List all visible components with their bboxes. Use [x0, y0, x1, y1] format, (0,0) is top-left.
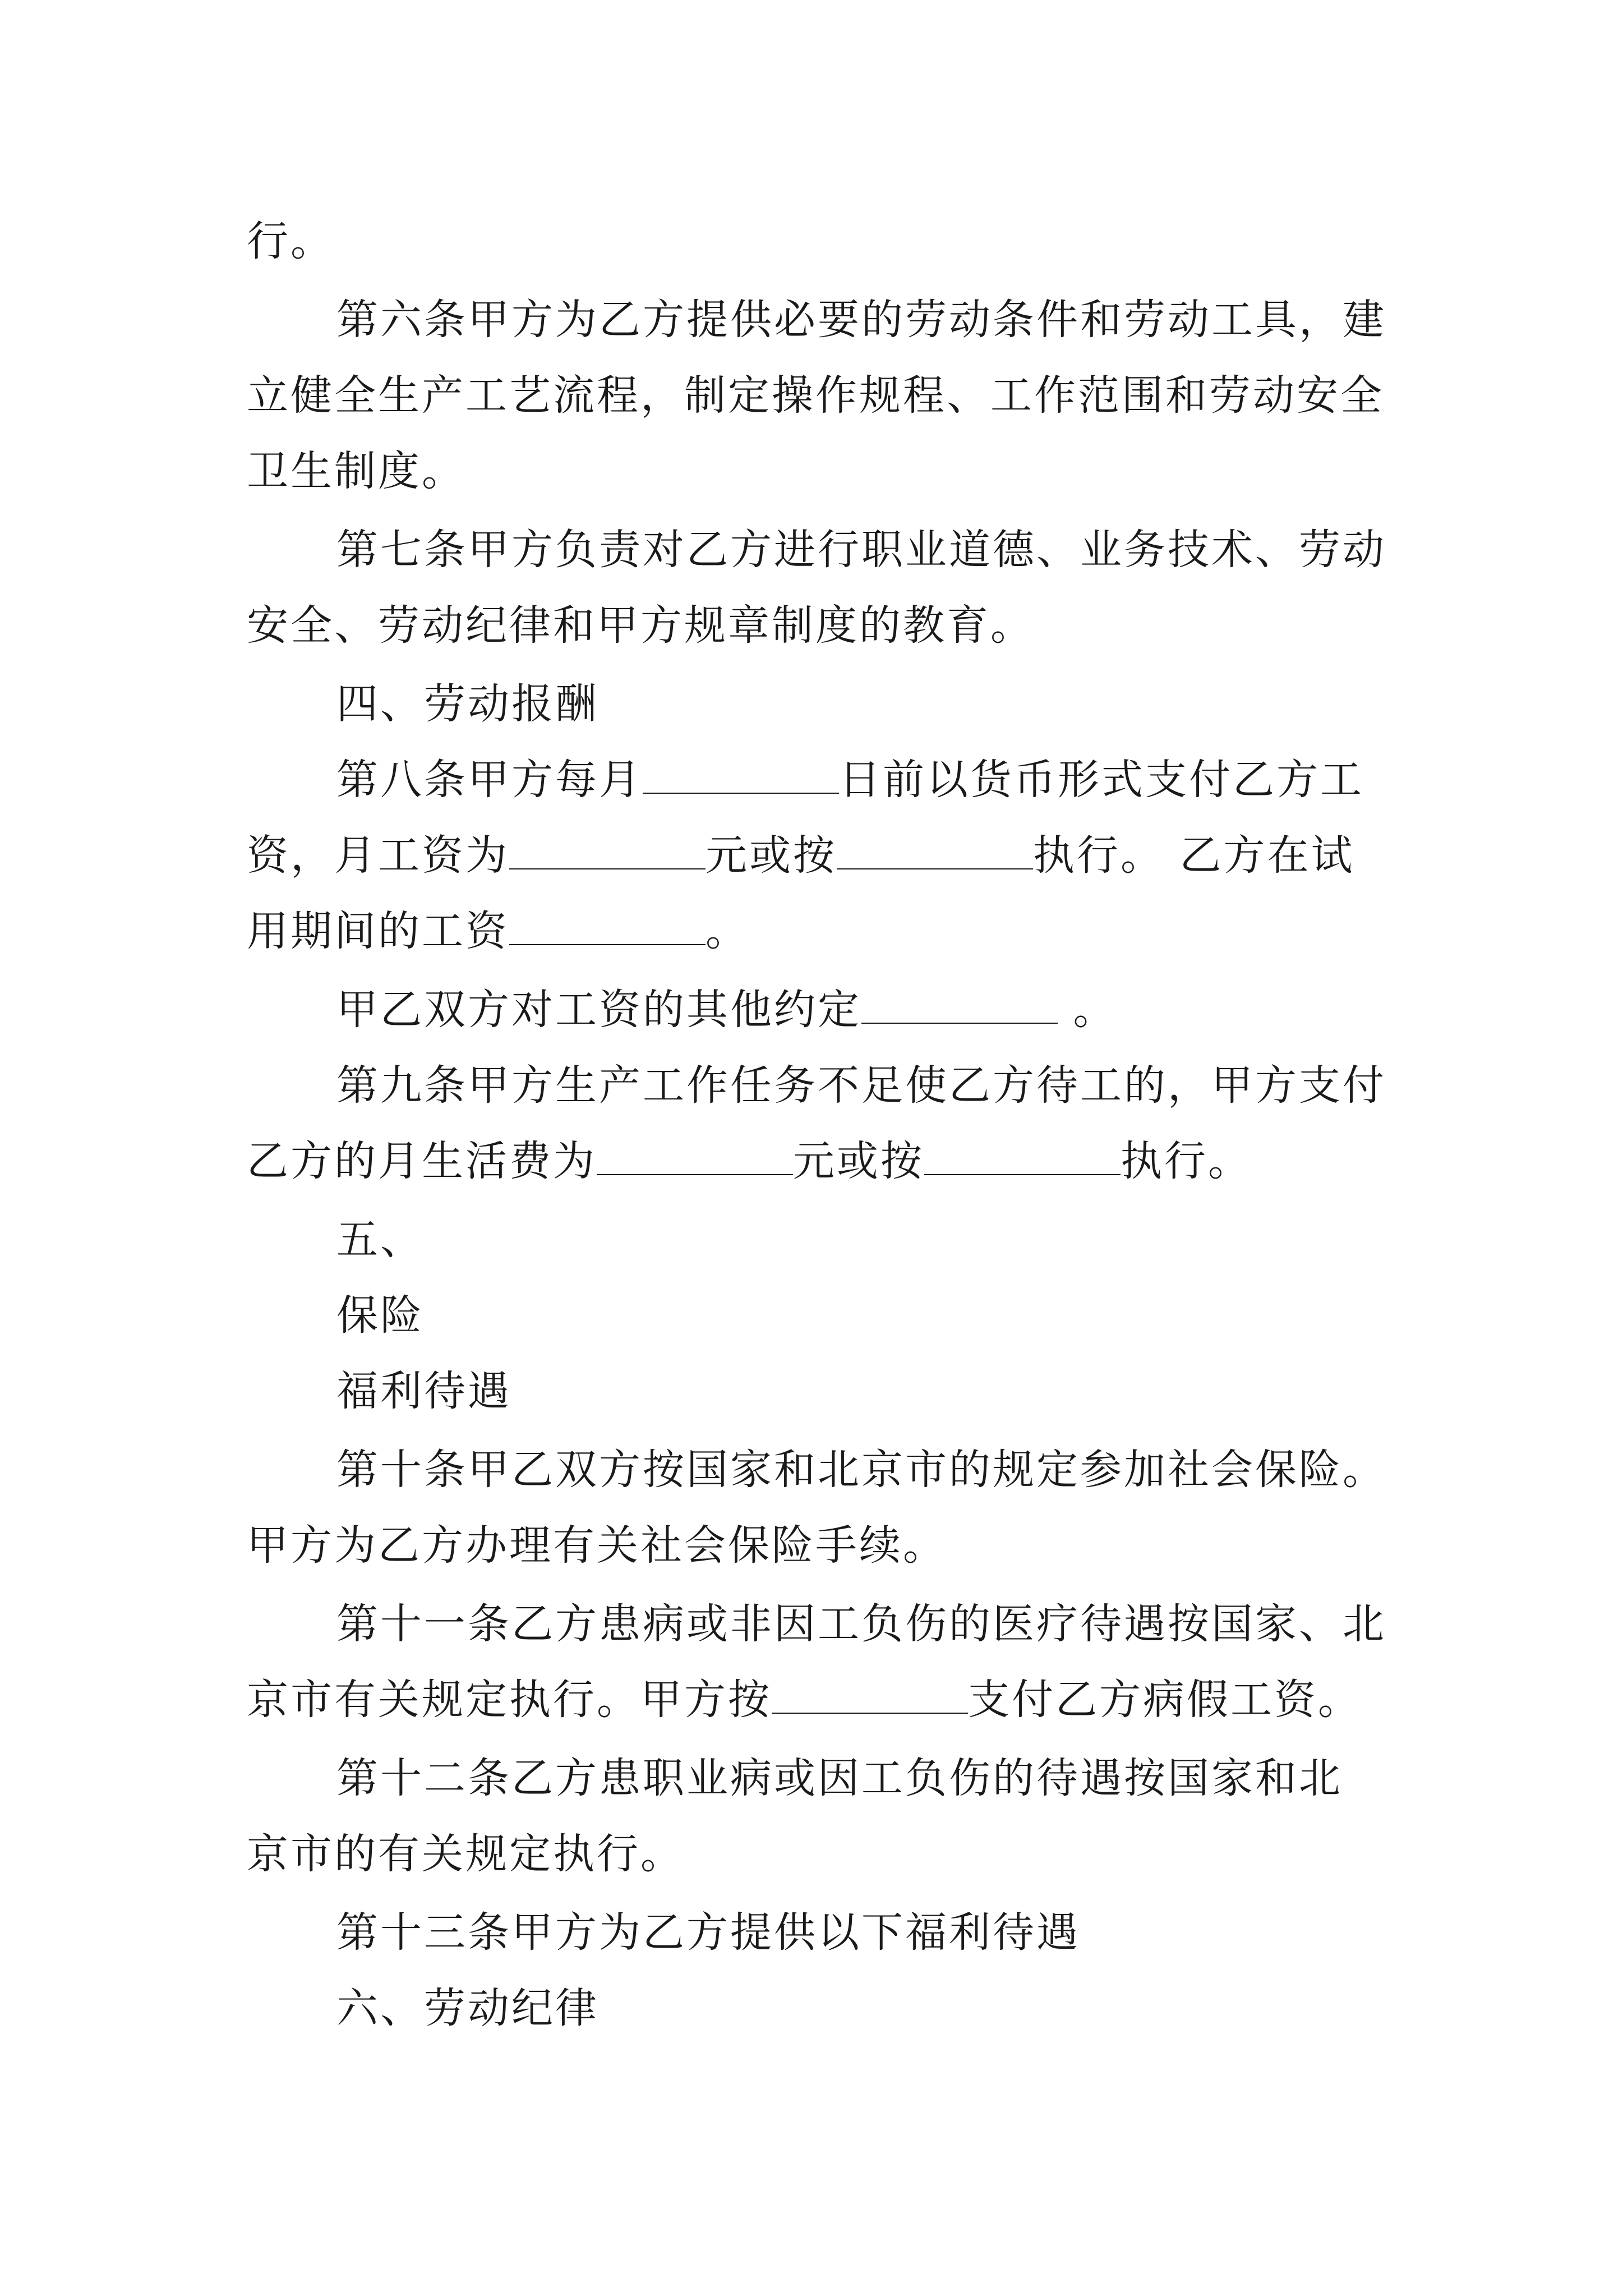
text-fragment: 。	[706, 907, 749, 955]
text-line: 第六条甲方为乙方提供必要的劳动条件和劳动工具，建	[336, 296, 1386, 344]
text-line	[247, 827, 1355, 884]
text-line: 第十条甲乙双方按国家和北京市的规定参加社会保险。	[336, 1446, 1386, 1494]
fill-in-blank	[772, 1679, 968, 1714]
text-fragment: 日前以货币形式支付乙方工	[839, 756, 1364, 804]
text-line: 卫生制度。	[247, 447, 465, 495]
fill-in-blank	[509, 835, 706, 869]
text-line: 行。	[247, 217, 334, 265]
text-line: 第九条甲方生产工作任务不足使乙方待工的，甲方支付	[336, 1061, 1386, 1110]
text-line: 立健全生产工艺流程，制定操作规程、工作范围和劳动安全	[247, 371, 1384, 420]
text-line: 第七条甲方负责对乙方进行职业道德、业务技术、劳动	[336, 526, 1386, 574]
text-fragment: 乙方的月生活费为	[247, 1137, 597, 1185]
text-line: 第十二条乙方患职业病或因工负伤的待遇按国家和北	[336, 1754, 1343, 1802]
text-fragment: 京市有关规定执行。甲方按	[247, 1676, 772, 1724]
fill-in-blank	[597, 1140, 793, 1175]
section-heading: 四、劳动报酬	[336, 680, 599, 728]
text-fragment: 甲乙双方对工资的其他约定	[336, 986, 861, 1034]
section-heading: 福利待遇	[336, 1367, 511, 1415]
text-fragment: 执行。	[1121, 1137, 1252, 1185]
text-fragment: 资，月工资为	[247, 831, 509, 880]
text-fragment: 。	[1058, 986, 1117, 1034]
fill-in-blank	[509, 910, 706, 945]
text-fragment: 支付乙方病假工资。	[968, 1676, 1362, 1724]
text-line: 第十三条甲方为乙方提供以下福利待遇	[336, 1908, 1080, 1957]
text-line	[247, 903, 749, 959]
fill-in-blank	[861, 989, 1058, 1024]
section-heading: 五、	[336, 1216, 424, 1264]
text-fragment: 第八条甲方每月	[336, 756, 643, 804]
text-line: 第十一条乙方患病或非因工负伤的医疗待遇按国家、北	[336, 1600, 1386, 1648]
fill-in-blank	[924, 1140, 1121, 1175]
section-heading: 保险	[336, 1291, 424, 1340]
text-fragment: 元或按	[706, 831, 837, 880]
text-fragment: 执行。 乙方在试	[1033, 831, 1355, 880]
fill-in-blank	[643, 759, 839, 794]
text-line: 安全、劳动纪律和甲方规章制度的教育。	[247, 601, 1034, 650]
text-line: 京市的有关规定执行。	[247, 1830, 684, 1878]
fill-in-blank	[837, 835, 1033, 869]
text-line	[336, 752, 1364, 808]
text-line: 甲方为乙方办理有关社会保险手续。	[247, 1521, 947, 1570]
text-fragment: 元或按	[793, 1137, 924, 1185]
text-line	[247, 1133, 1252, 1189]
text-line	[336, 982, 1117, 1038]
text-fragment: 用期间的工资	[247, 907, 509, 955]
section-heading: 六、劳动纪律	[336, 1984, 599, 2032]
text-line	[247, 1672, 1362, 1728]
